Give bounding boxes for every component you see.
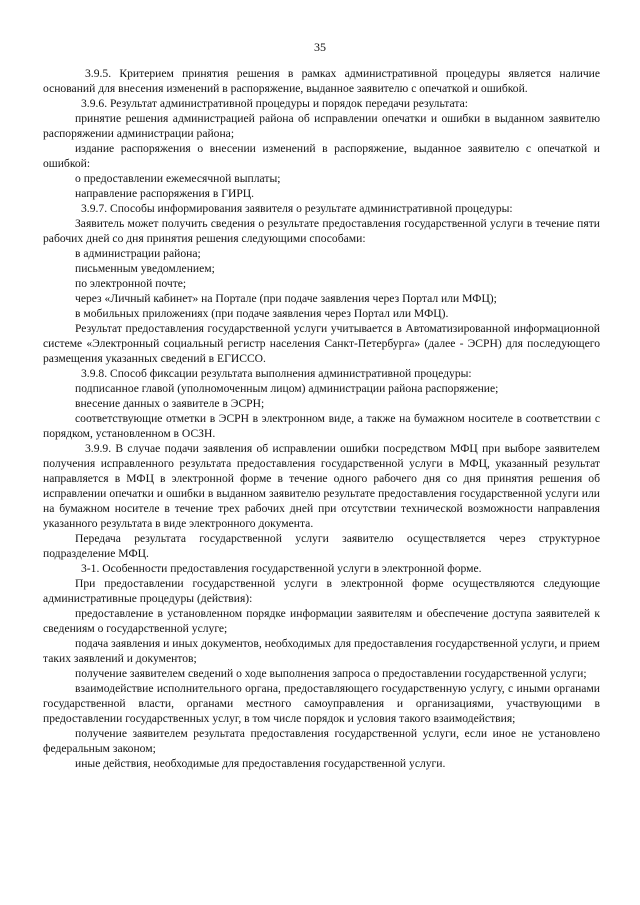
paragraph: получение заявителем сведений о ходе выполнения запроса о предоставлении государственной услуги; (75, 667, 587, 680)
paragraph: соответствующие отметки в ЭСРН в электронном виде, а также на бумажном носителе в соответствии с порядком, установленном в ОСЗН. (43, 412, 600, 440)
paragraph: предоставление в установленном порядке информации заявителям и обеспечение доступа заявителей к сведениям о государственной услуге; (43, 607, 600, 635)
paragraph: взаимодействие исполнительного органа, предоставляющего государственную услугу, с иными органами государственной власти, органами местного самоуправления и организациями, участвующими в предоставлении государственных услуг, в том числе порядок и условия такого взаимодействия; (43, 682, 600, 725)
paragraph: подписанное главой (уполномоченным лицом) администрации района распоряжение; (75, 382, 499, 395)
paragraph: 3.9.9. В случае подачи заявления об исправлении ошибки посредством МФЦ при выборе заявителем получения исправленного результата предоставления государственной услуги в МФЦ, указанный результат направляется в МФЦ в электронной форме в течение одного рабочего дня со дня принятия решения об исправлении опечатки и ошибки в выданном заявителю результате предоставления государственной услуги или на бумажном носителе в течение трех рабочих дней при отсутствии технической возможности направления указанного результата в виде электронного документа. (43, 442, 600, 530)
paragraph: 3.9.6. Результат административной процедуры и порядок передачи результата: (81, 97, 468, 110)
paragraph: Результат предоставления государственной услуги учитывается в Автоматизированной информационной системе «Электронный социальный регистр населения Санкт-Петербурга» (далее - ЭСРН) для последующего размещения указанных сведений в ЕГИССО. (43, 322, 600, 365)
paragraph: письменным уведомлением; (75, 262, 215, 275)
paragraph: внесение данных о заявителе в ЭСРН; (75, 397, 265, 410)
document-body (43, 66, 600, 771)
paragraph: в администрации района; (75, 247, 201, 260)
paragraph: иные действия, необходимые для предоставления государственной услуги. (75, 757, 446, 770)
paragraph: 3.9.7. Способы информирования заявителя о результате административной процедуры: (81, 202, 513, 215)
paragraph: 3.9.8. Способ фиксации результата выполнения административной процедуры: (81, 367, 472, 380)
paragraph: Передача результата государственной услуги заявителю осуществляется через структурное подразделение МФЦ. (43, 532, 600, 560)
page-number: 35 (314, 40, 326, 54)
paragraph: издание распоряжения о внесении изменений в распоряжение, выданное заявителю с опечаткой и ошибкой: (43, 142, 600, 170)
paragraph: При предоставлении государственной услуги в электронной форме осуществляются следующие административные процедуры (действия): (43, 577, 600, 605)
paragraph: получение заявителем результата предоставления государственной услуги, если иное не установлено федеральным законом; (43, 727, 600, 755)
paragraph: принятие решения администрацией района об исправлении опечатки и ошибки в выданном заявителю распоряжении администрации района; (43, 112, 600, 140)
paragraph: 3-1. Особенности предоставления государственной услуги в электронной форме. (81, 562, 482, 575)
paragraph: через «Личный кабинет» на Портале (при подаче заявления через Портал или МФЦ); (75, 292, 497, 305)
paragraph: о предоставлении ежемесячной выплаты; (75, 172, 281, 185)
paragraph: направление распоряжения в ГИРЦ. (75, 187, 255, 200)
paragraph: Заявитель может получить сведения о результате предоставления государственной услуги в течение пяти рабочих дней со дня принятия решения следующими способами: (43, 217, 600, 245)
paragraph: 3.9.5. Критерием принятия решения в рамках административной процедуры является наличие оснований для внесения изменений в распоряжение, выданное заявителю с опечаткой и ошибкой. (43, 67, 600, 95)
paragraph: по электронной почте; (75, 277, 187, 290)
paragraph: в мобильных приложениях (при подаче заявления через Портал или МФЦ). (75, 307, 449, 320)
paragraph: подача заявления и иных документов, необходимых для предоставления государственной услуги, и прием таких заявлений и документов; (43, 637, 600, 665)
